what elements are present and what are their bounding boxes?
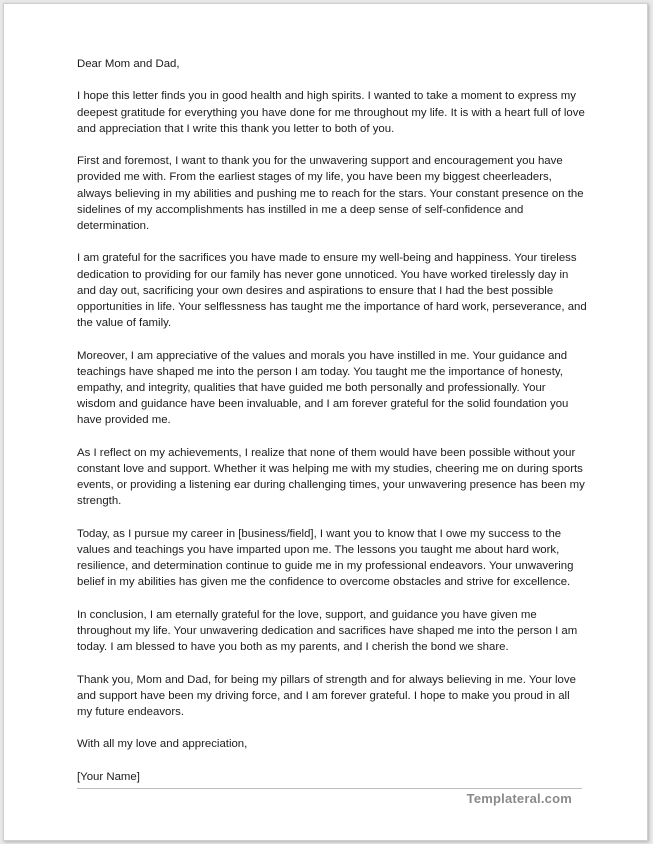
paragraph-6: Today, as I pursue my career in [business/field], I want you to know that I owe my success to the values and teachings you have imparted upon me. The lessons you taught me about hard work, resilience, and determination continue to guide me in my professional endeavors. Your unwavering belief in my abilities has given me the confidence to overcome obstacles and strive for excellence. bbox=[77, 527, 574, 589]
brand-watermark: Templateral.com bbox=[466, 791, 572, 806]
paragraph-4: Moreover, I am appreciative of the values and morals you have instilled in me. Your guidance and teachings have shaped me into the person I am today. You taught me the importance of honesty, empathy, and integrity, qualities that have guided me both personally and professionally. Your wisdom and guidance have been invaluable, and I am forever grateful for the solid foundation you have provided me. bbox=[77, 349, 569, 427]
paragraph-8: Thank you, Mom and Dad, for being my pillars of strength and for always believing in me. Your love and support have been my driving force, and I am forever grateful. I hope to make you proud in all my future endeavors. bbox=[77, 673, 576, 718]
document-page bbox=[3, 3, 648, 841]
letter-body bbox=[77, 56, 587, 801]
footer-divider bbox=[77, 788, 582, 789]
paragraph-7: In conclusion, I am eternally grateful for the love, support, and guidance you have given me throughout my life. Your unwavering dedication and sacrifices have shaped me into the person I am today. I am blessed to have you both as my parents, and I cherish the bond we share. bbox=[77, 608, 578, 654]
paragraph-5: As I reflect on my achievements, I realize that none of them would have been possible without your constant love and support. Whether it was helping me with my studies, cheering me on during sports events, or providing a listening ear during challenging times, your unwavering presence has been my strength. bbox=[77, 446, 585, 508]
closing-line: With all my love and appreciation, bbox=[77, 738, 248, 751]
paragraph-2: First and foremost, I want to thank you for the unwavering support and encouragement you have provided me with. From the earliest stages of my life, you have been my biggest cheerleaders, always believing in my abilities and pushing me to reach for the stars. Your constant presence on the sidelines of my accomplishments has instilled in me a deep sense of self-confidence and determination. bbox=[77, 155, 584, 232]
salutation: Dear Mom and Dad, bbox=[77, 58, 180, 70]
paragraph-1: I hope this letter finds you in good health and high spirits. I wanted to take a moment to express my deepest gratitude for everything you have done for me throughout my life. It is with a heart full of love and appreciation that I write this thank you letter to both of you. bbox=[77, 90, 585, 135]
signature-placeholder: [Your Name] bbox=[77, 770, 140, 783]
paragraph-3: I am grateful for the sacrifices you have made to ensure my well-being and happiness. Your tireless dedication to providing for our family has never gone unnoticed. You have worked tirelessly day in and day out, sacrificing your own desires and aspirations to ensure that I had the best possible opportunities in life. Your selflessness has taught me the importance of hard work, perseverance, and the value of family. bbox=[77, 252, 587, 330]
